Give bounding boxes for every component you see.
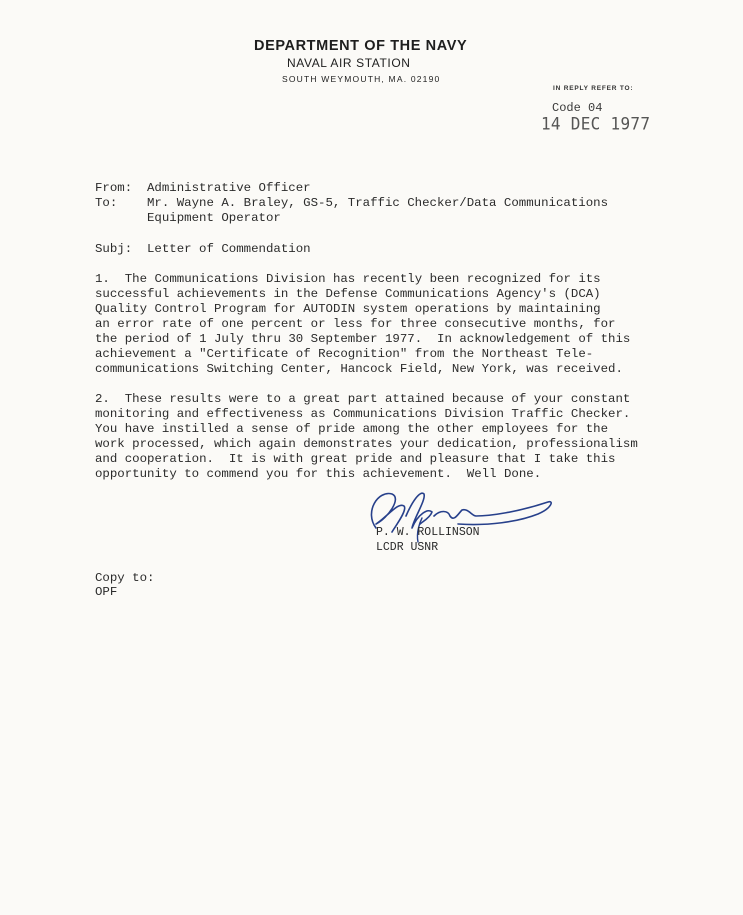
letterhead-station: NAVAL AIR STATION bbox=[287, 56, 411, 70]
letterhead-address: SOUTH WEYMOUTH, MA. 02190 bbox=[282, 74, 441, 84]
paragraph-line: 1. The Communications Division has recently been recognized for its bbox=[95, 272, 601, 286]
subj-label: Subj: bbox=[95, 242, 133, 256]
subj-value: Letter of Commendation bbox=[147, 242, 311, 256]
paragraph-line: Quality Control Program for AUTODIN system operations by maintaining bbox=[95, 302, 601, 316]
copy-to-value: OPF bbox=[95, 585, 118, 599]
letterhead-department: DEPARTMENT OF THE NAVY bbox=[254, 38, 468, 54]
paragraph-line: opportunity to commend you for this achievement. Well Done. bbox=[95, 467, 542, 481]
paragraph-line: You have instilled a sense of pride among the other employees for the bbox=[95, 422, 609, 436]
to-label: To: bbox=[95, 196, 118, 210]
paragraph-line: 2. These results were to a great part attained because of your constant bbox=[95, 392, 631, 406]
paragraph-line: achievement a "Certificate of Recognition" from the Northeast Tele- bbox=[95, 347, 594, 361]
paragraph-line: successful achievements in the Defense Communications Agency's (DCA) bbox=[95, 287, 601, 301]
signer-name: P. W. ROLLINSON bbox=[376, 526, 480, 539]
paragraph-line: an error rate of one percent or less for three consecutive months, for bbox=[95, 317, 616, 331]
date-stamp: 14 DEC 1977 bbox=[541, 113, 651, 134]
handwritten-signature bbox=[358, 472, 558, 552]
from-value: Administrative Officer bbox=[147, 181, 311, 195]
to-value-line1: Mr. Wayne A. Braley, GS-5, Traffic Checker/Data Communications bbox=[147, 196, 609, 210]
paragraph-line: work processed, which again demonstrates your dedication, professionalism bbox=[95, 437, 638, 451]
signer-rank: LCDR USNR bbox=[376, 541, 439, 554]
paragraph-line: the period of 1 July thru 30 September 1977. In acknowledgement of this bbox=[95, 332, 631, 346]
paragraph-line: and cooperation. It is with great pride and pleasure that I take this bbox=[95, 452, 616, 466]
to-value-line2: Equipment Operator bbox=[147, 211, 281, 225]
reply-label: IN REPLY REFER TO: bbox=[553, 85, 634, 92]
paragraph-line: monitoring and effectiveness as Communications Division Traffic Checker. bbox=[95, 407, 631, 421]
reply-reference bbox=[553, 85, 633, 92]
reply-code: Code 04 bbox=[552, 101, 603, 115]
paragraph-line: communications Switching Center, Hancock Field, New York, was received. bbox=[95, 362, 623, 376]
copy-to-label: Copy to: bbox=[95, 571, 155, 585]
from-label: From: bbox=[95, 181, 133, 195]
